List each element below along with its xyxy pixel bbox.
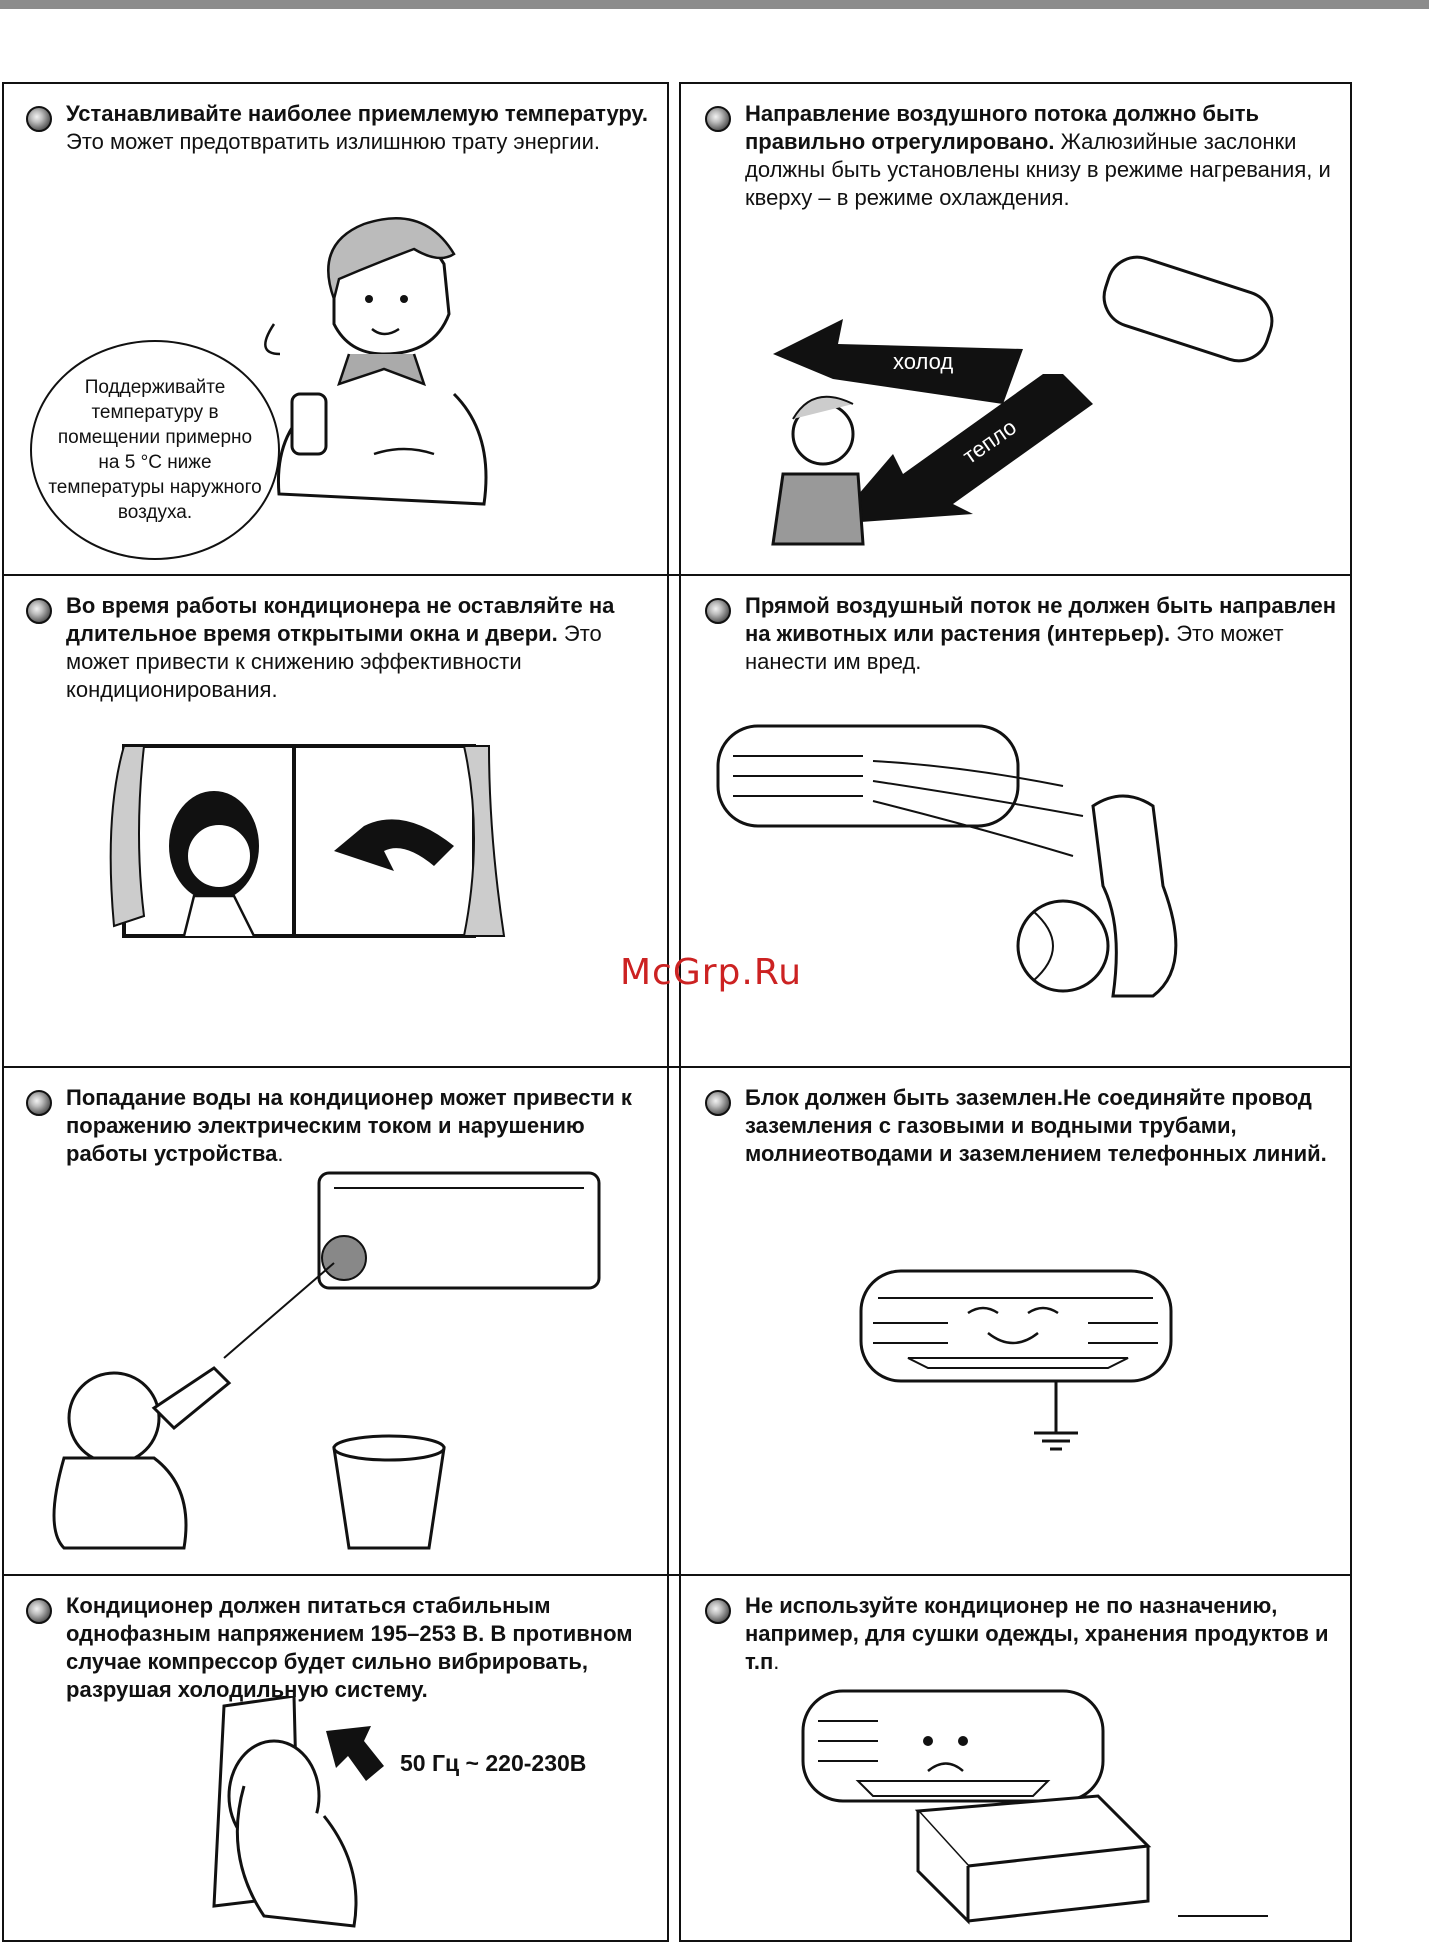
bullet-icon <box>26 598 52 624</box>
cell-text: Во время работы кондиционера не оставляйте на длительное время открытыми окна и двери. Это может привести к снижению эффективности кондиционирования. <box>66 593 615 702</box>
cell-text: Устанавливайте наиболее приемлемую температуру. Это может предотвратить излишнюю трату энергии. <box>66 101 648 154</box>
arrow-icon <box>326 1726 386 1786</box>
bullet-icon <box>705 598 731 624</box>
bullet-icon <box>26 106 52 132</box>
dog-airflow-illustration <box>713 706 1333 1016</box>
bullet-icon <box>705 1598 731 1624</box>
airflow-illustration <box>763 254 1323 564</box>
cell-water <box>4 1068 667 1574</box>
watermark: McGrp.Ru <box>620 952 803 993</box>
svg-text:холод: холод <box>893 349 954 374</box>
voltage-label: 50 Гц ~ 220-230В <box>400 1750 587 1776</box>
water-spray-illustration <box>44 1168 624 1558</box>
bullet-icon <box>26 1090 52 1116</box>
top-rule <box>0 0 1429 9</box>
cell-text: Направление воздушного потока должно быть правильно отрегулировано. Жалюзийные заслонки должны быть установлены книзу в режиме нагревания, и кверху – в режиме охлаждения. <box>745 101 1331 210</box>
cell-text: Кондиционер должен питаться стабильным однофазным напряжением 195–253 В. В противном случае компрессор будет сильно вибрировать, разрушая холодильную систему. <box>66 1593 633 1702</box>
cell-temperature <box>4 84 667 574</box>
bullet-icon <box>705 1090 731 1116</box>
cell-text: Не используйте кондиционер не по назначению, например, для сушки одежды, хранения продуктов и т.п. <box>745 1593 1329 1674</box>
cell-grounding <box>683 1068 1352 1574</box>
cell-text: Попадание воды на кондиционер может привести к поражению электрическим током и нарушению работы устройства. <box>66 1085 632 1166</box>
open-window-illustration <box>104 736 584 966</box>
column-divider <box>667 82 681 1942</box>
cell-text: Прямой воздушный поток не должен быть направлен на животных или растения (интерьер). Это может нанести им вред. <box>745 593 1337 674</box>
man-with-remote-illustration <box>254 204 514 534</box>
bullet-icon <box>26 1598 52 1624</box>
cell-text: Блок должен быть заземлен.Не соединяйте провод заземления с газовыми и водными трубами, молниеотводами и заземлением телефонных линий. <box>745 1085 1327 1166</box>
cell-airflow <box>683 84 1352 574</box>
unit-with-box-illustration <box>798 1686 1288 1926</box>
speech-bubble: Поддерживайте температуру в помещении примерно на 5 °C ниже температуры наружного воздуха. <box>30 340 280 560</box>
bullet-icon <box>705 106 731 132</box>
svg-text:тепло: тепло <box>958 414 1021 469</box>
cell-misuse <box>683 1576 1352 1942</box>
grounded-unit-illustration <box>858 1268 1178 1478</box>
cell-open-windows <box>4 576 667 1066</box>
